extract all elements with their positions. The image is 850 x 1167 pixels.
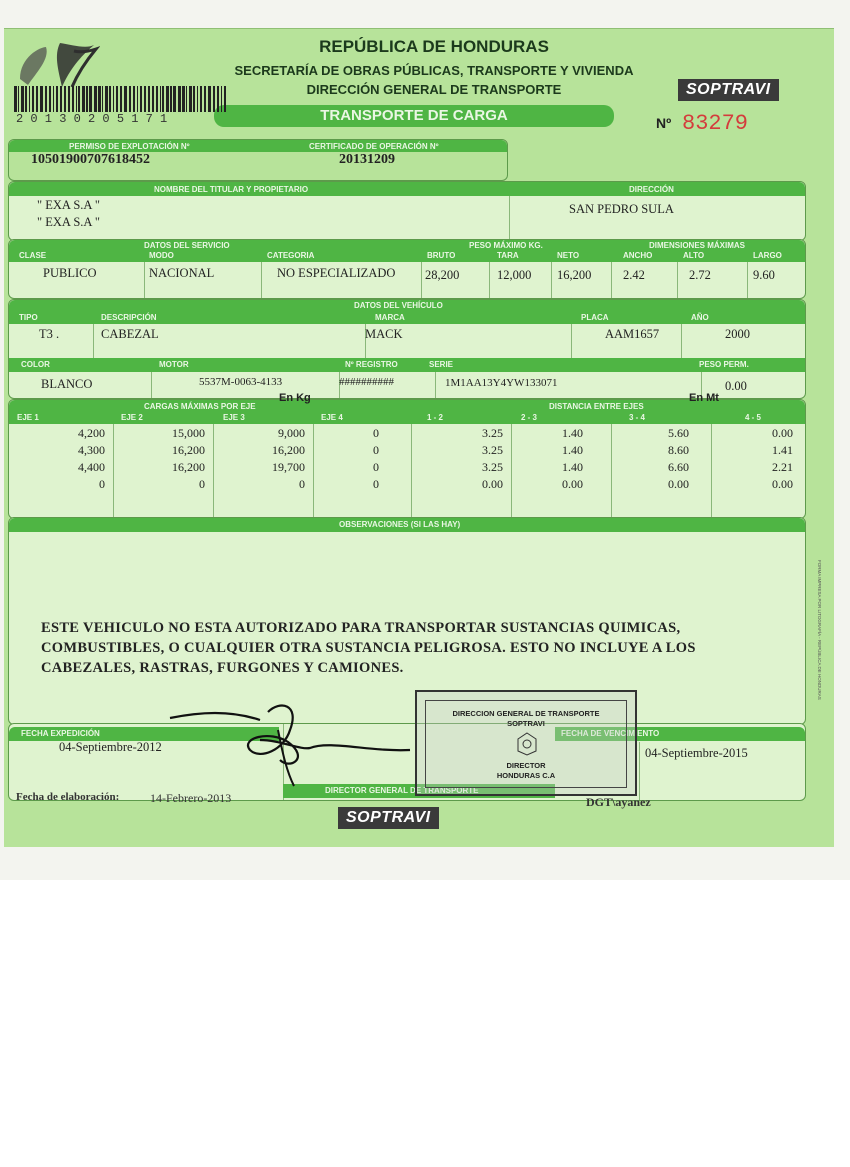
- owner-address: SAN PEDRO SULA: [569, 202, 674, 216]
- elab-label: Fecha de elaboración:: [16, 791, 120, 803]
- col-d34: 3 - 4: [629, 413, 646, 422]
- permit-number: 10501900707618452: [31, 152, 150, 167]
- load-cell: 1.40: [562, 460, 583, 474]
- col-tara: TARA: [497, 251, 519, 260]
- soptravi-logo-top: SOPTRAVI: [678, 79, 779, 101]
- load-cell: 6.60: [668, 460, 689, 474]
- load-cell: 1.40: [562, 426, 583, 440]
- dims-label: DIMENSIONES MÁXIMAS: [649, 241, 746, 250]
- header-secretariat: SECRETARÍA DE OBRAS PÚBLICAS, TRANSPORTE Y VIVIENDA: [234, 63, 634, 78]
- col-eje1: EJE 1: [17, 413, 39, 422]
- col-tipo: TIPO: [19, 313, 38, 322]
- load-cell: 8.60: [668, 443, 689, 457]
- loads-box: [8, 392, 806, 519]
- val-anio: 2000: [725, 327, 750, 341]
- load-cell: 0: [373, 460, 379, 474]
- permit-label: PERMISO DE EXPLOTACIÓN Nº: [69, 142, 190, 151]
- col-d23: 2 - 3: [521, 413, 538, 422]
- val-tara: 12,000: [497, 268, 532, 282]
- issue-date: 04-Septiembre-2012: [59, 740, 162, 754]
- owner-box: [8, 181, 806, 241]
- col-color: COLOR: [21, 360, 50, 369]
- unit-kg: En Kg: [279, 392, 311, 404]
- load-cell: 3.25: [482, 460, 503, 474]
- weight-label: PESO MÁXIMO KG.: [469, 241, 543, 250]
- barcode: [12, 86, 232, 124]
- observation-line-1: ESTE VEHICULO NO ESTA AUTORIZADO PARA TRANSPORTAR SUSTANCIAS QUIMICAS,: [41, 620, 681, 636]
- col-d12: 1 - 2: [427, 413, 444, 422]
- header-republic: REPÚBLICA DE HONDURAS: [319, 37, 549, 56]
- col-motor: MOTOR: [159, 360, 189, 369]
- stamp-line-1: DIRECCION GENERAL DE TRANSPORTE: [452, 709, 600, 718]
- load-cell: 0: [199, 477, 205, 491]
- observation-line-2: COMBUSTIBLES, O CUALQUIER OTRA SUSTANCIA PELIGROSA. ESTO NO INCLUYE A LOS: [41, 640, 696, 656]
- col-eje2: EJE 2: [121, 413, 143, 422]
- barcode-number: 2 0 1 3 0 2 0 5 1 7 1: [16, 112, 168, 126]
- coat-of-arms-icon: [10, 39, 100, 91]
- val-tipo: T3 .: [39, 327, 60, 341]
- load-cell: 0.00: [562, 477, 583, 491]
- load-cell: 0.00: [482, 477, 503, 491]
- observation-line-3: CABEZALES, RASTRAS, FURGONES Y CAMIONES.: [41, 660, 404, 676]
- load-cell: 0.00: [772, 477, 793, 491]
- header-direction: DIRECCIÓN GENERAL DE TRANSPORTE: [306, 82, 562, 97]
- col-largo: LARGO: [753, 251, 782, 260]
- load-cell: 4,200: [78, 426, 105, 440]
- load-cell: 5.60: [668, 426, 689, 440]
- address-label: DIRECCIÓN: [629, 185, 674, 194]
- load-cell: 4,400: [78, 460, 105, 474]
- load-cell: 3.25: [482, 426, 503, 440]
- loads-label: CARGAS MÁXIMAS POR EJE: [144, 402, 256, 411]
- load-cell: 9,000: [278, 426, 305, 440]
- load-cell: 1.40: [562, 443, 583, 457]
- col-registro: Nº REGISTRO: [345, 360, 398, 369]
- load-cell: 16,200: [172, 460, 205, 474]
- col-categoria: CATEGORIA: [267, 251, 315, 260]
- val-descripcion: CABEZAL: [101, 327, 159, 341]
- val-serie: 1M1AA13Y4YW133071: [445, 377, 558, 389]
- stamp-line-4: HONDURAS C.A: [496, 771, 556, 780]
- col-d45: 4 - 5: [745, 413, 762, 422]
- dgt-user: DGT\ayanez: [586, 795, 651, 809]
- number-label: Nº: [656, 115, 672, 131]
- load-cell: 0.00: [772, 426, 793, 440]
- load-cell: 19,700: [272, 460, 305, 474]
- vehicle-label: DATOS DEL VEHÍCULO: [354, 301, 443, 310]
- load-cell: 0: [299, 477, 305, 491]
- col-placa: PLACA: [581, 313, 609, 322]
- load-cell: 1.41: [772, 443, 793, 457]
- permit-box: [8, 139, 508, 181]
- side-print-text: FORMA IMPRESA POR LITOGRAFÍA - REPÚBLICA DE HONDURAS: [817, 560, 822, 700]
- val-registro: ##########: [339, 376, 394, 388]
- val-color: BLANCO: [41, 377, 93, 391]
- val-largo: 9.60: [753, 268, 775, 282]
- load-cell: 3.25: [482, 443, 503, 457]
- service-label: DATOS DEL SERVICIO: [144, 241, 230, 250]
- barcode-bars-icon: [12, 86, 232, 112]
- elab-date: 14-Febrero-2013: [150, 791, 232, 805]
- val-categoria: NO ESPECIALIZADO: [277, 266, 396, 280]
- owner-label: NOMBRE DEL TITULAR Y PROPIETARIO: [154, 185, 309, 194]
- owner-name-2: " EXA S.A ": [37, 215, 100, 229]
- dist-label: DISTANCIA ENTRE EJES: [549, 402, 644, 411]
- load-cell: 0.00: [668, 477, 689, 491]
- banner-transport: TRANSPORTE DE CARGA: [214, 105, 614, 127]
- val-modo: NACIONAL: [149, 266, 215, 280]
- val-alto: 2.72: [689, 268, 711, 282]
- val-neto: 16,200: [557, 268, 592, 282]
- load-cell: 0: [373, 477, 379, 491]
- val-ancho: 2.42: [623, 268, 645, 282]
- load-cell: 15,000: [172, 426, 205, 440]
- col-peso-perm: PESO PERM.: [699, 360, 749, 369]
- col-clase: CLASE: [19, 251, 47, 260]
- col-descripcion: DESCRIPCIÓN: [101, 313, 157, 322]
- col-serie: SERIE: [429, 360, 454, 369]
- col-ancho: ANCHO: [623, 251, 653, 260]
- val-clase: PUBLICO: [43, 266, 97, 280]
- load-cell: 4,300: [78, 443, 105, 457]
- owner-name-1: " EXA S.A ": [37, 198, 100, 212]
- signature-icon: [160, 690, 420, 800]
- observations-label: OBSERVACIONES (SI LAS HAY): [339, 520, 461, 529]
- stamp-emblem-icon: [514, 731, 540, 757]
- col-marca: MARCA: [375, 313, 405, 322]
- col-eje4: EJE 4: [321, 413, 343, 422]
- col-bruto: BRUTO: [427, 251, 456, 260]
- unit-mt: En Mt: [689, 392, 719, 404]
- col-alto: ALTO: [683, 251, 705, 260]
- cert-number: 20131209: [339, 152, 395, 167]
- val-bruto: 28,200: [425, 268, 460, 282]
- certificate-number: 83279: [682, 111, 749, 136]
- load-cell: 0: [373, 426, 379, 440]
- service-box: [8, 239, 806, 299]
- load-cell: 2.21: [772, 460, 793, 474]
- soptravi-logo-bottom: SOPTRAVI: [338, 807, 439, 829]
- stamp-line-2: SOPTRAVI: [507, 719, 545, 728]
- load-cell: 0: [99, 477, 105, 491]
- load-cell: 16,200: [172, 443, 205, 457]
- col-neto: NETO: [557, 251, 580, 260]
- col-eje3: EJE 3: [223, 413, 245, 422]
- director-label: DIRECTOR GENERAL DE TRANSPORTE: [325, 786, 479, 795]
- due-date: 04-Septiembre-2015: [645, 746, 748, 760]
- col-modo: MODO: [149, 251, 174, 260]
- val-motor: 5537M-0063-4133: [199, 376, 283, 388]
- due-label: FECHA DE VENCIMIENTO: [561, 729, 660, 738]
- val-peso-perm: 0.00: [725, 379, 747, 393]
- vehicle-box: [8, 299, 806, 399]
- val-placa: AAM1657: [605, 327, 660, 341]
- load-cell: 16,200: [272, 443, 305, 457]
- stamp-line-3: DIRECTOR: [506, 761, 546, 770]
- col-anio: AÑO: [691, 313, 709, 322]
- val-marca: MACK: [365, 327, 403, 341]
- official-stamp: [415, 690, 637, 796]
- issue-label: FECHA EXPEDICIÓN: [21, 729, 100, 738]
- cert-label: CERTIFICADO DE OPERACIÓN Nº: [309, 142, 439, 151]
- load-cell: 0: [373, 443, 379, 457]
